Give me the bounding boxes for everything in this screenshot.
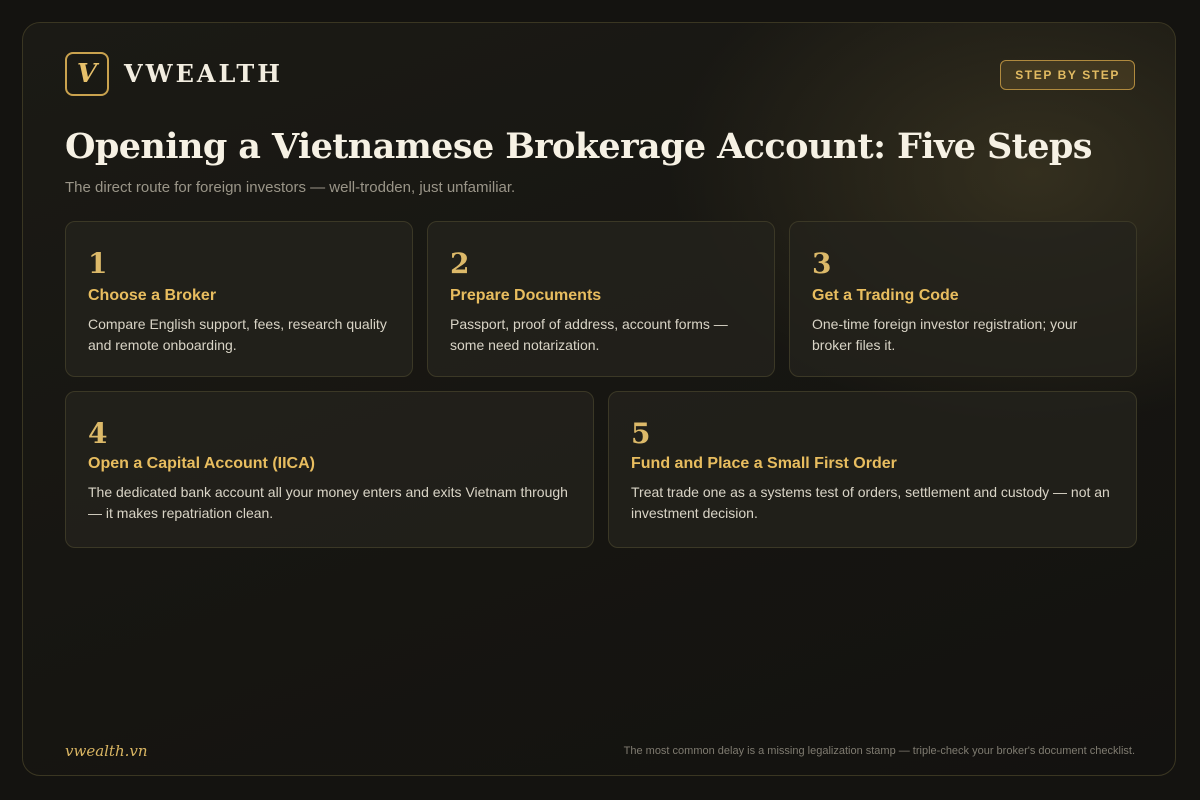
step-title: Fund and Place a Small First Order [631,455,897,472]
step-by-step-badge: STEP BY STEP [1000,60,1135,90]
step-title: Get a Trading Code [812,287,959,304]
step-card-1 [65,221,413,377]
step-description: Passport, proof of address, account forms — some need notarization. [450,316,728,353]
step-description: Compare English support, fees, research quality and remote onboarding. [88,316,387,353]
step-title: Prepare Documents [450,287,602,304]
step-title: Choose a Broker [88,287,217,304]
footer-note: The most common delay is a missing legalization stamp — triple-check your broker's document checklist. [623,745,1135,757]
step-card-4 [65,391,594,548]
step-description: Treat trade one as a systems test of orders, settlement and custody — not an investment decision. [631,484,1110,521]
infographic-card [22,22,1176,776]
step-number: 1 [88,247,108,280]
brand-name: VWEALTH [124,59,283,88]
step-title: Open a Capital Account (IICA) [88,455,315,472]
footer-domain: vwealth.vn [65,742,148,760]
step-card-5 [608,391,1137,548]
page-subtitle: The direct route for foreign investors — well-trodden, just unfamiliar. [65,179,516,196]
step-number: 4 [88,417,108,450]
brand-logo-icon [65,52,109,96]
step-card-2 [427,221,775,377]
brand-logo-letter: V [76,59,98,89]
step-number: 3 [812,247,832,280]
step-description: The dedicated bank account all your money enters and exits Vietnam through — it makes repatriation clean. [88,484,568,521]
step-card-3 [789,221,1137,377]
page-title: Opening a Vietnamese Brokerage Account: Five Steps [65,126,1092,167]
step-number: 2 [450,247,470,280]
step-description: One-time foreign investor registration; your broker files it. [812,316,1078,353]
step-number: 5 [631,417,651,450]
